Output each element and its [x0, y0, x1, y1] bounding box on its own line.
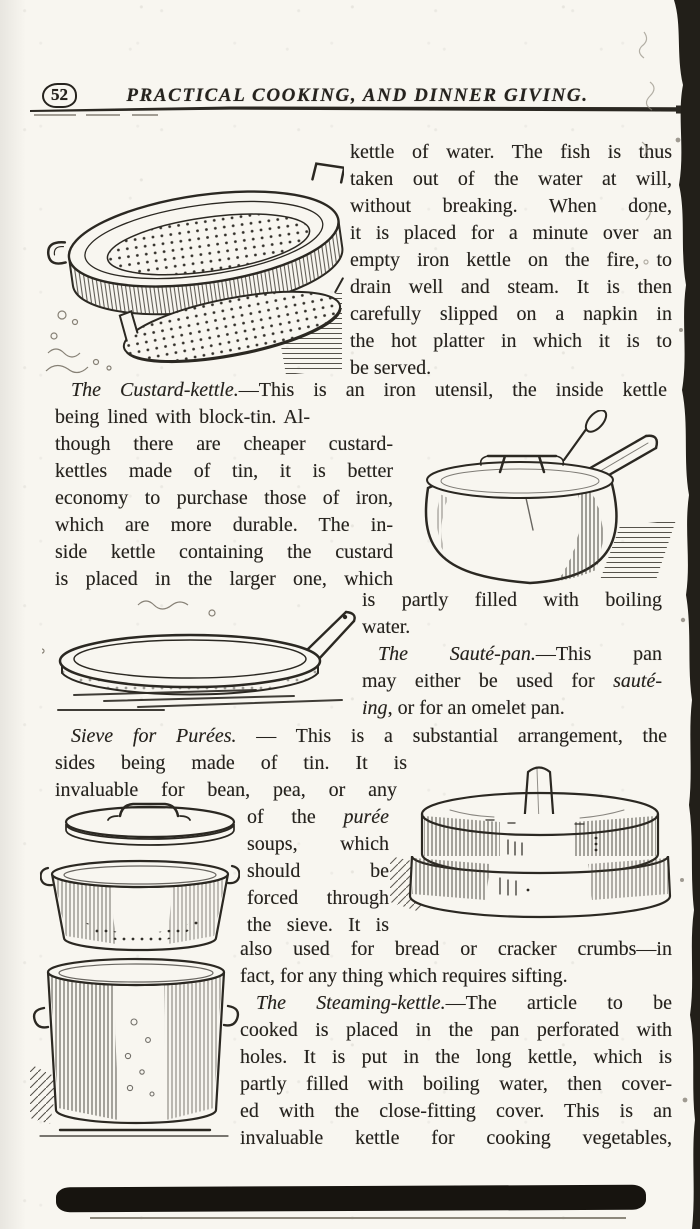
- margin-noise: [636, 12, 666, 312]
- page-edge-shadow: [672, 0, 700, 1229]
- text-line: should be: [247, 860, 389, 882]
- scan-noise-marks: [46, 311, 111, 373]
- text-line: holes. It is put in the long kettle, which is: [240, 1046, 672, 1068]
- text-line: invaluable kettle for cooking vegetables,: [240, 1127, 672, 1149]
- text-line: empty iron kettle on the fire, to: [350, 249, 672, 271]
- fish-kettle-figure: [34, 131, 344, 376]
- text-line: [362, 695, 662, 722]
- text-segment: — This is a substantial arrangement, the: [236, 725, 667, 747]
- paragraph-custard-lead: [55, 377, 667, 404]
- text-line: [247, 804, 389, 831]
- text-line: partly filled with boiling water, then cover-: [240, 1073, 672, 1095]
- text-line: forced through: [247, 887, 389, 909]
- text-line: kettles made of tin, it is better: [55, 460, 393, 482]
- cover-figure: [58, 785, 248, 851]
- text-line: being lined with block-tin. Al-: [55, 406, 310, 428]
- paragraph-steaming: [240, 936, 672, 1152]
- text-line: also used for bread or cracker crumbs—in: [240, 938, 672, 960]
- text-line: side kettle containing the custard: [55, 541, 393, 563]
- text-segment: ing: [362, 697, 388, 719]
- text-segment: may either be used for: [362, 670, 614, 692]
- puree-sieve-figure: [390, 760, 680, 938]
- text-segment: The Custard-kettle.: [71, 379, 239, 401]
- text-line: [362, 641, 662, 668]
- text-line: carefully slipped on a napkin in: [350, 303, 672, 325]
- page-number: 52: [42, 83, 77, 108]
- text-segment: —This is an iron utensil, the inside kettle: [238, 379, 667, 401]
- text-line: though there are cheaper custard-: [55, 433, 393, 455]
- text-segment: —This pan: [535, 643, 662, 665]
- text-line: the sieve. It is: [247, 914, 389, 936]
- text-line: is partly filled with boiling: [362, 589, 662, 611]
- text-line: without breaking. When done,: [350, 195, 672, 217]
- text-segment: purée: [343, 806, 389, 828]
- text-line: it is placed for a minute over an: [350, 222, 672, 244]
- paragraph-sieve-lead: [55, 723, 667, 750]
- text-segment: —The article to be: [445, 992, 672, 1014]
- text-segment: The Steaming-kettle.: [256, 992, 446, 1014]
- text-line: [55, 377, 667, 404]
- text-line: kettle of water. The fish is thus: [350, 141, 672, 163]
- paragraph-custard-left: [55, 431, 393, 593]
- text-line: drain well and steam. It is then: [350, 276, 672, 298]
- paragraph-saute: [362, 587, 662, 722]
- text-line: is placed in the larger one, which: [55, 568, 393, 590]
- text-segment: Sieve for Purées.: [71, 725, 237, 747]
- text-line: [55, 723, 667, 750]
- text-line: be served.: [350, 357, 432, 379]
- text-line: soups, which: [247, 833, 389, 855]
- text-line: economy to purchase those of iron,: [55, 487, 393, 509]
- text-line: cooked is placed in the pan perforated with: [240, 1019, 672, 1041]
- text-line: [362, 668, 662, 695]
- text-segment: sauté-: [613, 670, 662, 692]
- text-segment: of the: [247, 806, 344, 828]
- paragraph-sieve-line2: [55, 750, 407, 777]
- text-line: fact, for any thing which requires sifting.: [240, 965, 568, 987]
- text-segment: The Sauté-pan.: [378, 643, 536, 665]
- custard-kettle-figure: [388, 410, 680, 592]
- text-line: sides being made of tin. It is: [55, 752, 407, 774]
- text-line: the hot platter in which it is to: [350, 330, 672, 352]
- paragraph-sieve-narrow: [247, 804, 389, 939]
- text-segment: , or for an omelet pan.: [387, 697, 565, 719]
- text-line: taken out of the water at will,: [350, 168, 672, 190]
- text-line: water.: [362, 616, 411, 638]
- paragraph-custard-line2: [55, 404, 310, 431]
- paragraph-fish-kettle: [350, 139, 672, 382]
- text-line: [240, 990, 672, 1017]
- long-kettle-figure: [30, 952, 242, 1137]
- page-title: PRACTICAL COOKING, AND DINNER GIVING.: [126, 85, 589, 106]
- text-line: which are more durable. The in-: [55, 514, 393, 536]
- header-rule: [30, 103, 685, 117]
- text-line: ed with the close-fitting cover. This is an: [240, 1100, 672, 1122]
- scan-bottom-bar: [56, 1185, 646, 1213]
- perforated-pan-figure: [40, 856, 240, 956]
- saute-pan-figure: [42, 589, 357, 717]
- scan-bottom-line: [90, 1217, 626, 1219]
- text-line: invaluable for bean, pea, or any: [55, 779, 397, 801]
